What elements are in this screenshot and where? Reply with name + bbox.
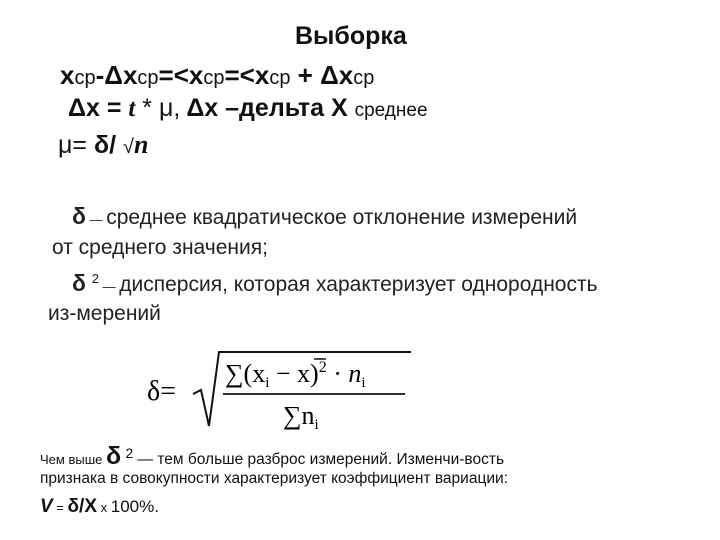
margin-error-line: Δx = t * μ, Δx –дельта X среднее xyxy=(68,94,428,122)
sample-interval-line: xср-Δxср=<xср=<xср + Δxср xyxy=(60,60,375,90)
svg-text:∑ni: ∑ni xyxy=(283,401,319,433)
slide-title: Выборка xyxy=(295,22,407,50)
variance-definition-cont: из-мерений xyxy=(48,302,161,325)
std-deviation-formula xyxy=(145,344,415,436)
variance-interpretation: Чем выше δ $^2$ — тем больше разброс измерений. Изменчи-вость xyxy=(40,442,505,470)
std-deviation-definition-cont: от среднего значения; xyxy=(52,236,268,259)
variance-definition: δ $^2$ — дисперсия, которая характеризует однородность xyxy=(72,270,598,296)
std-deviation-definition: δ — среднее квадратическое отклонение измерений xyxy=(72,203,578,229)
variation-coefficient: V = δ/X x 100%. xyxy=(40,496,159,517)
standard-error-line: μ= δ/ √n xyxy=(58,130,149,159)
mean-x: x xyxy=(60,60,75,90)
variance-interpretation-cont: признака в совокупности характеризует коэффициент вариации: xyxy=(40,470,508,487)
formula-lhs: δ= xyxy=(147,376,176,407)
svg-text:∑(xi − x)2 · ni: ∑(xi − x)$^2$ · ni xyxy=(225,359,366,391)
